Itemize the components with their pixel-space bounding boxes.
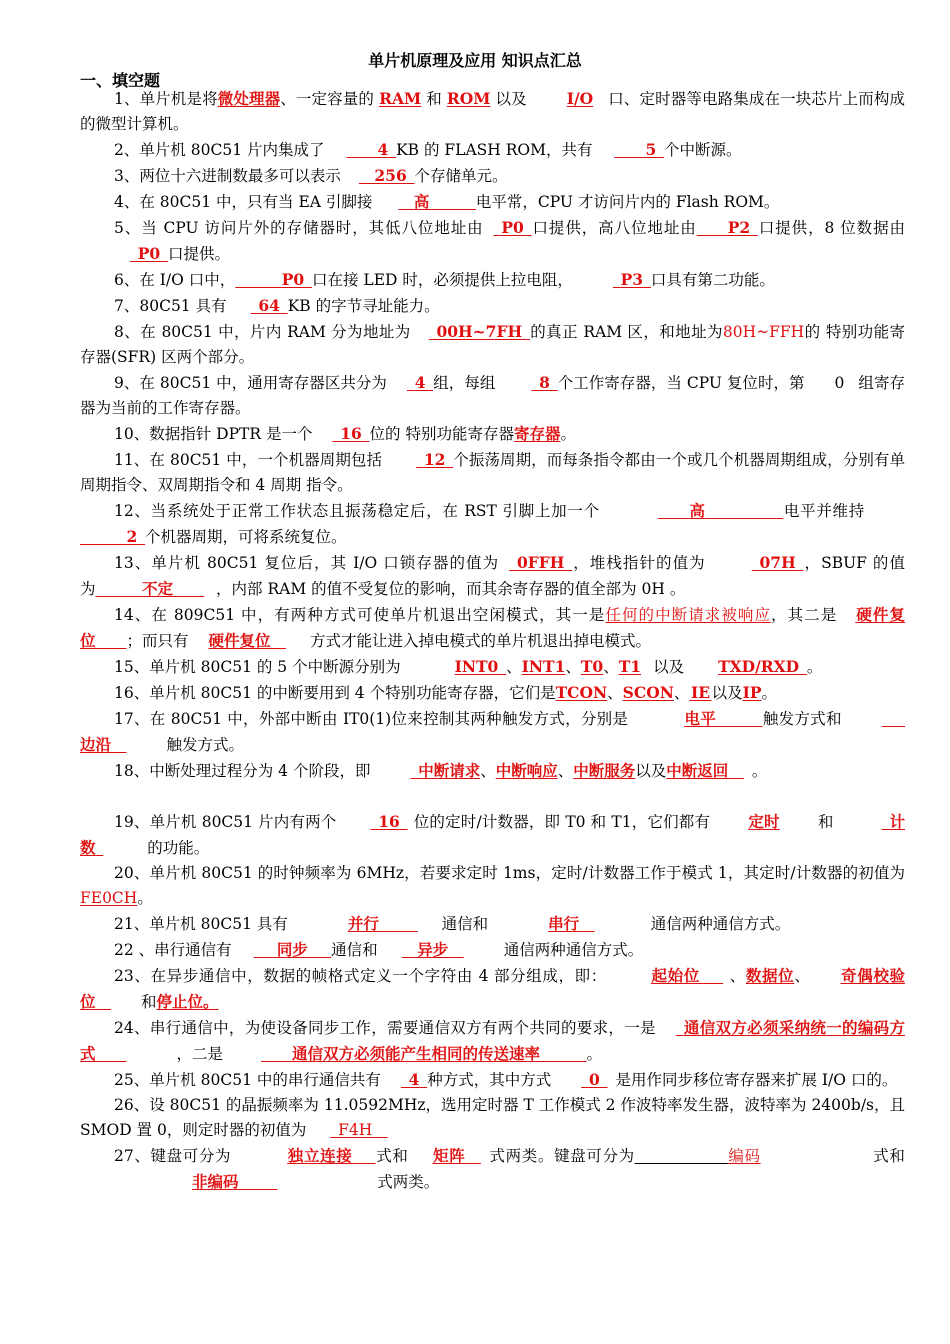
answer-value: 不定 [142,579,174,598]
answer-value: 16 [340,424,362,443]
answer-value: P0 [137,244,161,263]
answer: 中断响应 [495,761,558,780]
question-14 [80,602,905,654]
answer-value: 异步 [417,940,449,959]
question-5 [80,215,905,267]
answer [251,296,288,315]
question-9 [80,370,905,421]
text: 式两类。键盘可分为 [488,1147,635,1165]
answer [410,761,480,780]
text: 、一定容量的 [280,90,380,108]
text: 17、在 80C51 中，外部中断由 IT0(1)位来控制其两种触发方式，分别是 [114,710,629,728]
text: KB 的字节寻址能力。 [287,297,440,315]
question-12 [80,498,905,550]
answer-value: 串行 [548,914,580,933]
answer [371,812,408,831]
text: 0 [834,374,845,392]
answer [347,140,397,159]
text: 、 [557,762,574,780]
answer-value: F4H [338,1121,373,1139]
text: 、 [794,967,811,985]
answer-value: 矩阵 [432,1146,466,1165]
question-6 [80,267,905,293]
text: 和 [817,813,834,831]
answer [235,270,312,289]
question-3 [80,163,905,189]
text: 口提供。 [167,245,230,263]
text: 、 [673,684,690,702]
answer: TCON [555,683,608,702]
text: 口、定时器等电路集成在一块芯片上而构成的微型计算机。 [80,90,905,133]
text: 、 [480,762,496,780]
answer-value: P3 [620,270,644,289]
text: 。 [560,425,576,443]
text: ，SBUF 的值为 [80,554,905,598]
text: ，其二是 [771,606,838,624]
text: 9、在 80C51 中，通用寄存器区共分为 [114,374,387,392]
answer: 定时 [748,812,780,831]
answer-value: 高 [413,192,430,211]
answer: 微处理器 [217,89,281,108]
text: 4、在 80C51 中，只有当 EA 引脚接 [114,193,373,211]
answer-value: 非编码 [192,1172,239,1191]
question-16 [80,680,905,706]
answer-value: 同步 [276,940,308,959]
question-21 [80,911,905,937]
question-19 [80,809,905,861]
text: 、 [603,658,619,676]
section-heading: 一、填空题 [80,71,161,90]
answer-value: 高 [688,501,706,520]
text: KB 的 FLASH ROM，共有 [396,141,593,159]
page-title: 单片机原理及应用 知识点汇总 [368,51,582,70]
answer [433,1146,481,1165]
text: 20、单片机 80C51 的时钟频率为 6MHz，若要求定时 1ms，定时/计数器工作于模式 1，其定时/计数器的初值为 [114,864,905,882]
answer [359,166,415,185]
text: 8、在 80C51 中，片内 RAM 分为地址为 [114,323,411,341]
question-10 [80,421,905,447]
answer: T1 [618,657,642,676]
answer [402,940,464,959]
answer [407,373,433,392]
answer-value: 0 [588,1070,600,1089]
text: 6、在 I/O 口中， [114,271,236,289]
text: 14、在 809C51 中，有两种方式可使单片机退出空闲模式，其一是 [114,606,606,624]
answer [192,1172,277,1191]
answer: T0 [580,657,604,676]
answer [658,501,783,520]
answer: INT1 [521,657,566,676]
question-8 [80,319,905,370]
answer [752,553,804,572]
answer-value: 4 [377,140,389,159]
text: ，堆栈指针的值为 [572,554,706,572]
blank-line [635,1147,728,1165]
text: 位的 特别功能寄存器 [369,425,514,443]
text: 口提供，高八位地址由 [531,219,697,237]
text: 的功能。 [147,839,210,857]
text: 。 [586,1045,603,1063]
text: 以及 [653,658,685,676]
text: 。 [137,889,153,907]
question-24 [80,1015,905,1067]
text: 27、键盘可分为 [114,1147,232,1165]
text: 的 特别功能寄存器(SFR) 区两个部分。 [80,323,905,366]
answer [684,709,762,728]
answer [254,940,332,959]
answer-value: 中断返回 [666,761,729,780]
answer-value: P0 [501,218,524,237]
question-20 [80,861,905,911]
question-11 [80,447,905,498]
text: 电平常，CPU 才访问片内的 Flash ROM。 [475,193,780,211]
text: 16、单片机 80C51 的中断要用到 4 个特别功能寄存器，它们是 [114,684,556,702]
answer [531,373,557,392]
text: 电平并维持 [783,502,865,520]
answer-value: TXD/RXD [718,657,800,676]
text: 个机器周期，可将系统复位。 [145,528,347,546]
text: 方式才能让进入掉电模式的单片机退出掉电模式。 [310,632,652,650]
text: ，内部 RAM 的值不受复位的影响，而其余寄存器的值全部为 0H 。 [216,580,686,598]
text: 15、单片机 80C51 的 5 个中断源分别为 [114,658,401,676]
answer-value: 4 [414,373,426,392]
answer: IP [742,683,762,702]
answer: 中断服务 [573,761,636,780]
answer [718,657,807,676]
answer [509,553,572,572]
text: 通信和 [441,915,489,933]
answer-value: P2 [727,218,751,237]
answer-value: 奇偶校验位 [80,966,905,1011]
answer-value: 通信双方必须能产生相同的传送速率 [292,1044,541,1063]
answer: RAM [379,89,422,108]
text: 组寄存器为当前的工作寄存器。 [80,374,905,417]
answer: 停止位。 [156,992,219,1011]
text: 24、串行通信中，为使设备同步工作，需要通信双方有两个共同的要求，一是 [114,1019,656,1037]
answer-value: INT0 [454,657,499,676]
text: 种方式，其中方式 [427,1071,552,1089]
text: 1、单片机是将 [114,90,218,108]
text: 和 [141,993,157,1011]
answer: I/O [566,89,594,108]
answer-value: 16 [378,812,400,831]
answer-value: 硬件复位 [208,631,271,650]
text: 和 [421,90,447,108]
text: 是用作同步移位寄存器来扩展 I/O 口的。 [615,1071,898,1089]
answer-value: 64 [258,296,280,315]
question-17 [80,706,905,758]
text: 以及 [490,90,527,108]
question-list [80,86,905,1195]
answer-value: IE [690,683,711,702]
answer [697,218,758,237]
answer-value: 并行 [347,914,379,933]
question-27 [80,1143,905,1195]
text: 。 [806,658,823,676]
question-23 [80,963,905,1015]
text: 触发方式和 [762,710,842,728]
text: 26、设 80C51 的晶振频率为 11.0592MHz，选用定时器 T 工作模式 2 作波特率发生器，波特率为 2400b/s，且 SMOD 置 0，则定时器的初值为 [80,1096,905,1139]
question-22 [80,937,905,963]
text: 18、中断处理过程分为 4 个阶段，即 [114,762,371,780]
text: 13、单片机 80C51 复位后，其 I/O 口锁存器的值为 [114,554,500,572]
answer-value: 8 [539,373,550,392]
text: 个存储单元。 [414,167,508,185]
text: 通信两种通信方式。 [503,941,644,959]
answer [96,579,205,598]
answer-value: 中断请求 [418,761,481,780]
answer [651,966,723,985]
answer [429,322,530,341]
answer: 80H~FFH [722,323,805,341]
answer [348,914,418,933]
question-26 [80,1093,905,1143]
answer: 任何的中断请求被响应 [605,606,772,624]
text: 口提供，8 位数据由 [757,219,905,237]
text: 、 [607,684,623,702]
text: 11、在 80C51 中，一个机器周期包括 [114,451,383,469]
question-1 [80,86,905,137]
answer [332,424,369,443]
text: 、 [506,658,522,676]
text: 19、单片机 80C51 片内有两个 [114,813,337,831]
answer: 编码 [727,1147,761,1165]
answer [401,1070,427,1089]
text: 口在接 LED 时，必须提供上拉电阻， [311,271,573,289]
answer-value: 5 [645,140,657,159]
answer [398,192,476,211]
answer [494,218,532,237]
answer-value: 边沿 [80,735,112,754]
text: 通信两种通信方式。 [650,915,791,933]
answer-value: 独立连接 [287,1146,353,1165]
question-7 [80,293,905,319]
answer: FE0CH [80,889,138,907]
text: 个振荡周期，而每条指令都由一个或几个机器周期组成，分别有单周期指令、双周期指令和 4 周期 指令。 [80,451,905,494]
question-18 [80,758,905,784]
question-2 [80,137,905,163]
answer-value: 计数 [80,812,905,857]
text: 3、两位十六进制数最多可以表示 [114,167,341,185]
text: 以及 [635,762,667,780]
answer [666,761,744,780]
text: 、 [565,658,581,676]
answer-value: 00H~7FH [436,322,523,341]
text: 10、数据指针 DPTR 是一个 [114,425,313,443]
text: 式和 [872,1147,905,1165]
answer: 寄存器 [513,424,561,443]
text: 个工作寄存器，当 CPU 复位时，第 [557,374,805,392]
text: 22 、串行通信有 [114,941,232,959]
answer [261,1044,587,1063]
text: 口具有第二功能。 [650,271,775,289]
answer [689,683,711,702]
text: 23、在异步通信中，数据的帧格式定义一个字符由 4 部分组成，即： [114,967,607,985]
answer-value: 256 [374,166,407,185]
text: 位的定时/计数器，即 T0 和 T1，它们都有 [413,813,711,831]
answer-value: 电平 [684,709,717,728]
question-4 [80,189,905,215]
answer-value: 0FFH [516,553,565,572]
text: 5、当 CPU 访问片外的存储器时，其低八位地址由 [114,219,484,237]
question-13 [80,550,905,602]
answer-value: P0 [281,270,305,289]
answer [455,657,507,676]
answer [130,244,168,263]
answer-value: 硬件复位 [80,605,905,650]
answer: 数据位 [745,966,795,985]
text: ；而只有 [126,632,189,650]
text: 式和 [375,1147,409,1165]
answer: SCON [622,683,674,702]
text: 。 [751,762,768,780]
question-25 [80,1067,905,1093]
answer [80,527,145,546]
answer [581,1070,607,1089]
text: 触发方式。 [166,736,245,754]
answer [614,140,664,159]
text: 12、当系统处于正常工作状态且振荡稳定后，在 RST 引脚上加一个 [114,502,600,520]
answer-value: 4 [408,1070,420,1089]
text: 7、80C51 具有 [114,297,227,315]
text: 式两类。 [377,1173,440,1191]
answer: ROM [446,89,491,108]
text: 2、单片机 80C51 片内集成了 [114,141,325,159]
question-15 [80,654,905,680]
answer-value: 通信双方必须采纳统一的编码方式 [80,1018,905,1063]
answer-value: 2 [126,527,138,546]
text: 、 [729,967,746,985]
answer-value: 07H [759,553,796,572]
answer [209,631,287,650]
text: 以及 [711,684,743,702]
answer [416,450,453,469]
answer [613,270,651,289]
answer [548,914,595,933]
text: 组，每组 [433,374,496,392]
text: 的真正 RAM 区，和地址为 [529,323,723,341]
text: 通信和 [331,941,378,959]
answer-value: 起始位 [650,966,700,985]
text: ，二是 [176,1045,224,1063]
text: 。 [761,684,777,702]
answer [287,1146,375,1165]
answer [330,1121,387,1139]
text: 21、单片机 80C51 具有 [114,915,288,933]
text: 个中断源。 [664,141,742,159]
text: 25、单片机 80C51 中的串行通信共有 [114,1071,381,1089]
answer-value: 12 [423,450,446,469]
